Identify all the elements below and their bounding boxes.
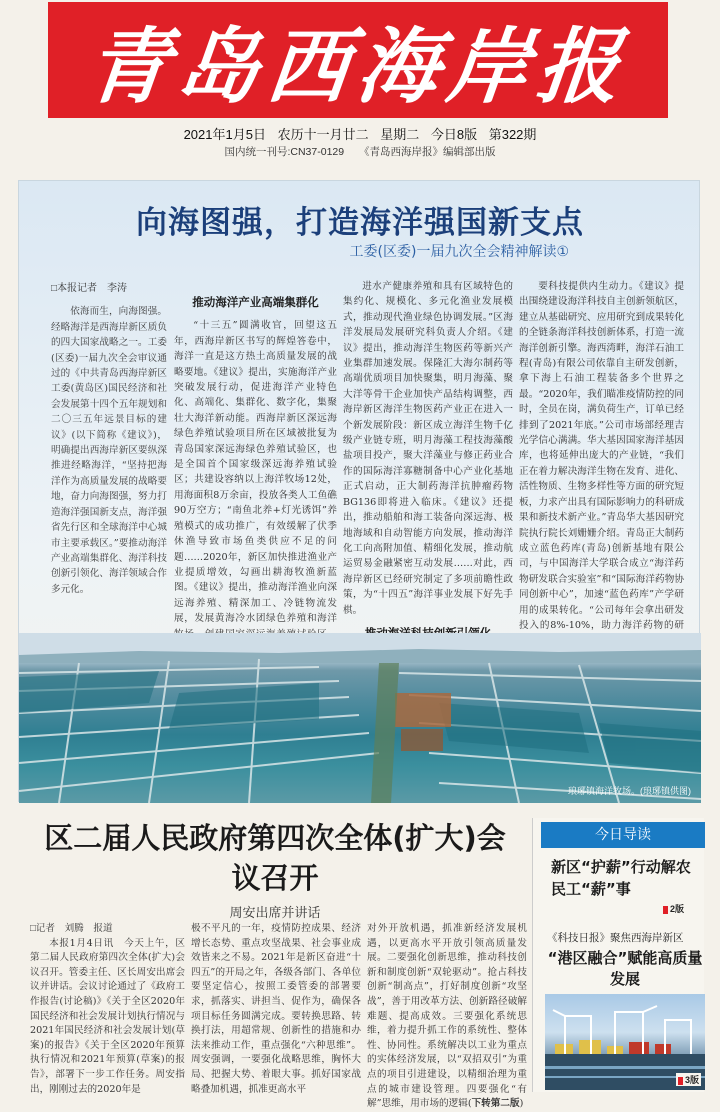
guide-item-salary[interactable]: 新区“护薪”行动解农民工“薪”事 [551, 858, 691, 898]
serial-number: 国内统一刊号:CN37-0129 [224, 146, 345, 158]
story2-column-1-text: 本报1月4日讯 今天上午，区第二届人民政府第四次全体(扩大)会议召开。管委主任、区长周安出席会议并讲话。会议讨论通过了《政府工作报告(讨论稿)》《关于全区2020年国民经济和社会发展计划执行情况与2021年国民经济和社会发展计划(草案)的报告》《关于全区2020年预算执行情况和2021年预算(草案)的报告》，部署下一步工作任务。周安指出，刚刚过去的2020年是 [30, 937, 185, 1095]
port-photo [545, 994, 705, 1090]
story2-subhead: 周安出席并讲话 [229, 906, 321, 921]
lead-column-3-text: 要科技提供内生动力。《建议》提出围绕建设海洋科技自主创新领航区，建立从基础研究、应用研究到成果转化的全链条海洋科技创新体系，打造一流海洋创新引擎。海西湾畔，海洋石油工程(青岛)有限公司依靠自主研发创新，拿下海上石油工程装备多个世界之最。“2020年，我们瞄准疫情防控的同时，全员在岗，满负荷生产，订单已经排到了2021年底。”公司市场部经理吉光学信心满满。华大基因国家海洋基因库，也将延伸出庞大的产业链，“我们正在着力解决海洋生物在发育、进化、活性物质、生物多样性等方面的研究短板，力求产出具有国际影响力的科研成果和新技术新产业。”青岛华大基因研究院执行院长刘姗姗介绍。青岛正大制药成立蓝色药库(青岛)创新基地有限公司，与中国海洋大学联合成立“海洋药物研发联合实验室”和“国际海洋药物协同创新中心”，加速“蓝色药库”产学研用的成果转化。“公司每年会拿出研发投入的8%-10%，助力海洋药物的研 [519, 279, 684, 680]
publication-info [0, 144, 720, 159]
aquaculture-photo [19, 633, 701, 803]
section-title-industry: 推动海洋产业高端集群化 [192, 295, 319, 309]
masthead [48, 2, 668, 118]
lead-intro-text: 依海而生，向海图强。经略海洋是西海岸新区质负的四大国家战略之一。工委(区委)一届九次全会审议通过的《中共青岛西海岸新区工委(黄岛区)国民经济和社会发展第十四个五年规划和二〇三五年远景目标的建议》(以下简称《建议》)，明确提出西海岸新区要纵深推进经略海洋，“坚持把海洋作为高质量发展的战略要地，奋力向海图强，努力打造海洋强国新支点，海洋强省先行区和全球海洋中心城市主要承载区。”要推动海洋产业高端集群化、海洋科技创新引领化、海洋领域合作多元化。 [51, 306, 167, 595]
story2-column-2-text: 极不平凡的一年，疫情防控成果、经济增长态势、重点攻坚战果、社会事业成效皆来之不易。2021年是新区奋进“十四五”的开局之年，各级各部门、各单位要坚定信心，按照工委管委的部署要求，抓落实、讲担当、促作为，确保各项目标任务圆满完成。要转换思路、转换打法，用超常规、创新性的措施和办法来推动工作，重点强化“六种思维”。周安强调，一要强化战略思维，胸怀大局、把握大势、着眼大事。抓好国家战略叠加机遇，抓准更高水平 [191, 923, 361, 1095]
dateline [0, 124, 720, 143]
jump-to-page2[interactable]: 下转第二版 [471, 1098, 520, 1110]
story2-byline: □记者 刘腾 报道 [30, 923, 113, 934]
today-guide [532, 818, 704, 1092]
issue-number: 第322期 [488, 127, 537, 142]
photo-caption: 琅琊镇海洋牧场。(琅琊镇供图) [568, 786, 691, 796]
story2-column-2 [191, 922, 361, 1097]
story2-headline[interactable]: 区二届人民政府第四次全体(扩大)会议召开 [44, 821, 506, 895]
lead-intro [49, 279, 169, 599]
story2-column-3-text: 对外开放机遇，抓准新经济发展机遇，以更高水平开放引领高质量发展。二要强化创新思维，推动科技创新和制度创新“双轮驱动”。抢占科技创新“制高点”，打好制度创新“攻坚战”，善于用改革方法、创新路径破解难题、提高成效。三要强化系统思维，着力提升抓工作的系统性、整体性、协同性。系统解决以工业为重点的实体经济发展，以“双招双引”为重点的项目引进建设，以精细治理为重点的城市建设管理。四要强化“有解”思维，用市场的逻辑(下转第二版) [367, 923, 527, 1110]
story2-column-1 [30, 922, 185, 1097]
masthead-title: 青岛西海岸报 [82, 18, 633, 115]
lead-feature [18, 180, 700, 802]
photo-illustration [19, 633, 701, 803]
lead-subhead: 工委(区委)一届九次全会精神解读① [349, 244, 569, 260]
lead-byline: □本报记者 李涛 [51, 283, 128, 294]
lead-column-3 [519, 279, 684, 680]
guide-item-port[interactable]: “港区融合”赋能高质量发展 [547, 949, 703, 988]
page-count: 今日8版 [430, 127, 478, 142]
publisher: 《青岛西海岸报》编辑部出版 [359, 146, 496, 158]
lead-headline[interactable]: 向海图强，打造海洋强国新支点 [136, 205, 584, 241]
weekday: 星期二 [380, 127, 420, 142]
story2-column-3 [367, 922, 527, 1112]
lead-column-2-text: 进水产健康养殖和具有区域特色的集约化、规模化、多元化渔业发展模式，推动现代渔业绿色协调发展。”区海洋发展局发展研究科负责人介绍。《建议》提出，推动海洋生物医药等新兴产业集群加速发展。保隆汇大海尔制药等高端优质项目加快聚集，明月海藻、聚大洋等骨干企业加快产品结构调整，西海岸新区海洋生物医药产业正在进入一个新发展阶段：新区成立海洋生物千亿级产业链专班，明月海藻工程技海藻酸盐项目投产，聚大洋藻业与修正药业合作的国际海洋寡糖制备中心产业化基地正式启动，正大制药海洋抗肿瘤药物BG136即将进入临床。《建议》还提出，推动船舶和海工装备向深远海、极地海域和自动智能方向发展，推动海洋化工向高附加值、精细化发展，推动航运贸易金融紧密互动发展……对此，西海岸新区已经研究制定了多项前瞻性政策，为“十四五”海洋事业发展下好先手棋。 [343, 281, 513, 616]
lead-column-1-text: “十三五”圆满收官，回望这五年，西海岸新区书写的辉煌答卷中，海洋一直是这方热土高质量发展的战略要地。《建议》提出，实施海洋产业突破发展行动，促进海洋产业特色化、高端化、集群化、数字化，集聚壮大海洋新动能。西海岸新区深远海绿色养殖试验项目所在区域被批复为青岛国家深远海绿色养殖试验区，也是全国首个国家级深远海养殖试验区；共建设容纳以上海洋牧场12处，用海面积8万余亩，投放各类人工鱼礁90万空方；“南鱼北养+灯光诱饵”养殖模式的成功推广，有效缓解了伏季休渔导致市场鱼类供应不足的问题……2020年，新区加快推进渔业产业提质增效，勾画出耕海牧渔新蓝图。《建议》提出，推动海洋渔业向深远海养殖、精深加工、冷链物流发展，发展黄海冷水团绿色养殖和海洋 [174, 320, 337, 625]
guide-item-port-page[interactable]: 3版 [676, 1073, 701, 1086]
today-guide-badge: 今日导读 [541, 822, 705, 848]
issue-date: 2021年1月5日 [183, 127, 266, 142]
lead-column-2 [343, 279, 513, 665]
lunar-date: 农历十一月廿二 [277, 127, 369, 142]
lead-column-1 [174, 291, 337, 688]
guide-item-salary-page[interactable]: 2版 [663, 902, 684, 915]
guide-item-port-kicker: 《科技日报》聚焦西海岸新区 [547, 932, 684, 944]
